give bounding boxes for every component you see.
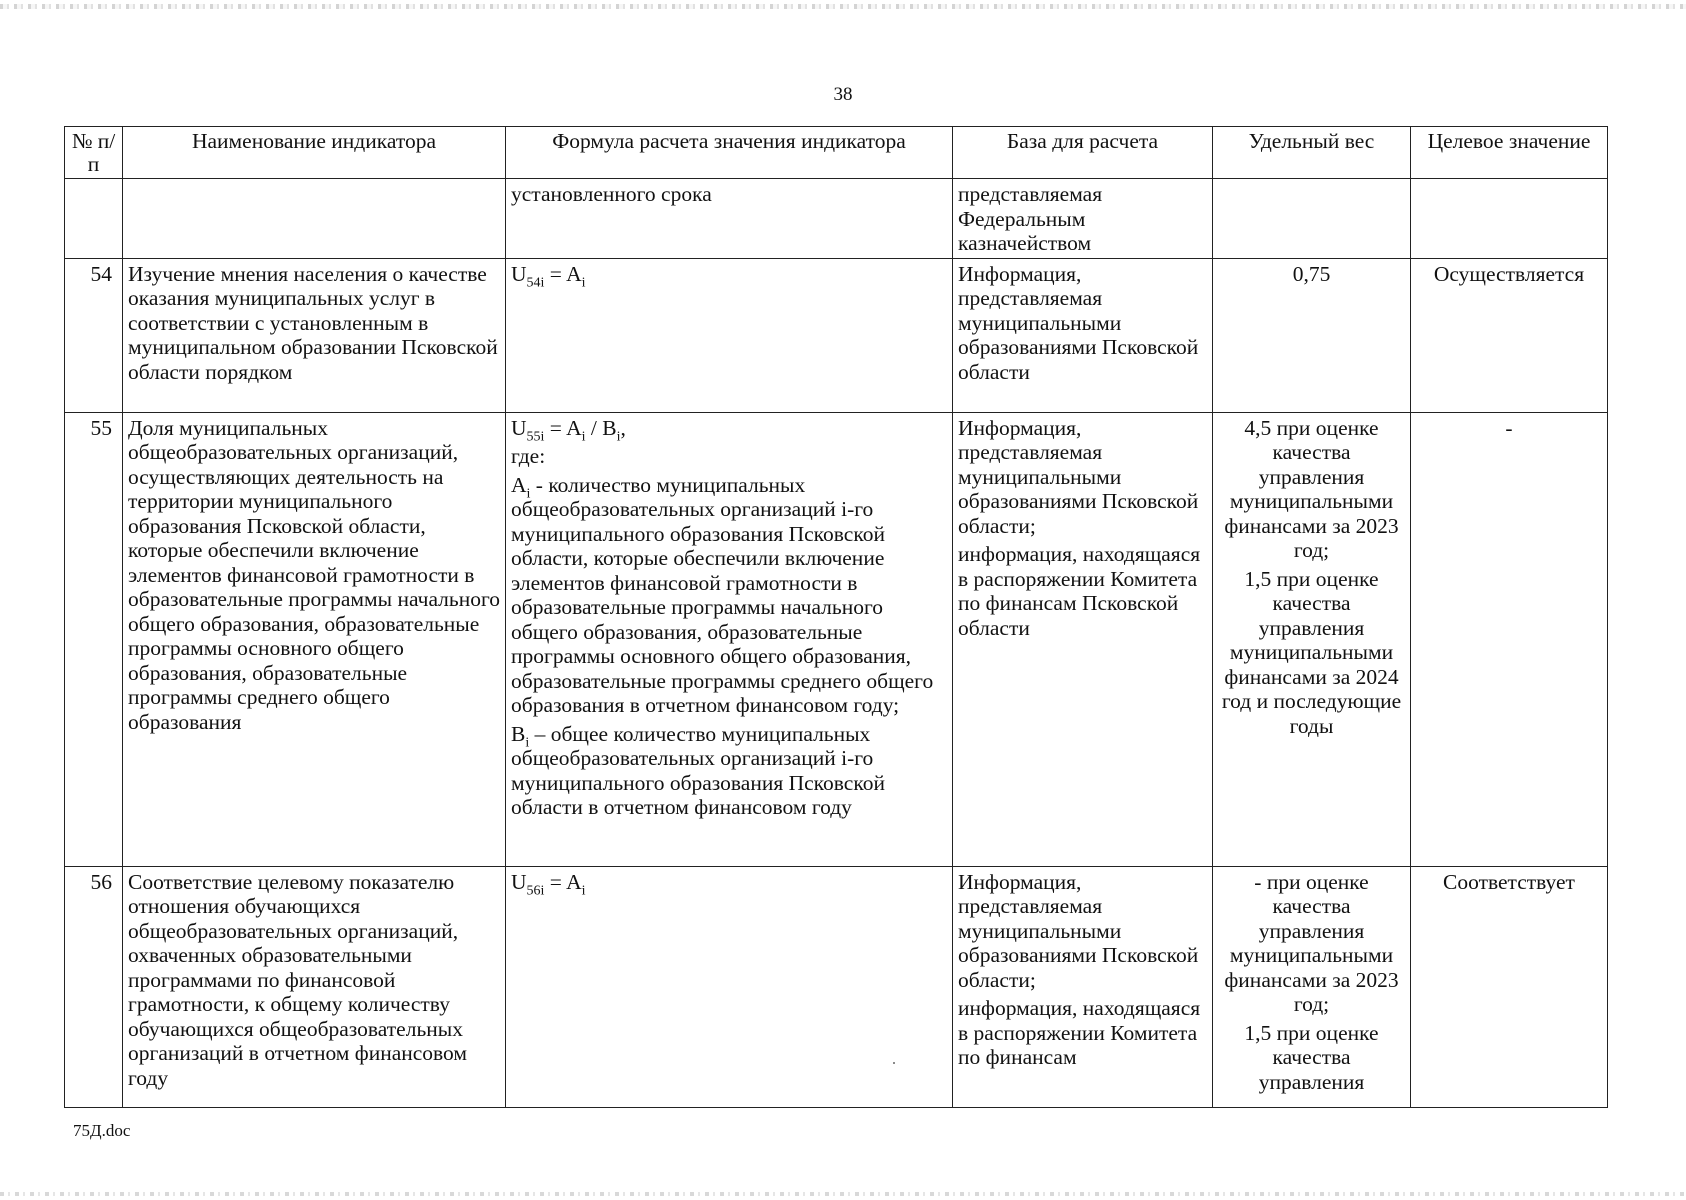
formula-line: $U_{55i} = A_i / B_i$, <box>511 415 626 444</box>
table-header-row <box>65 127 1608 179</box>
scan-edge-top <box>0 4 1686 9</box>
cell-target: Осуществляется <box>1411 258 1608 412</box>
header-base: База для расчета <box>953 127 1213 179</box>
cell-name: Доля муниципальных общеобразовательных организаций, осуществляющих деятельность на территории муниципального образования Псковской области, которые обеспечили включение элементов финансовой грамотности в образовательные программы начального общего образования, образовательные программы основного общего образования, образовательные программы среднего общего образования <box>123 412 506 866</box>
formula-line: где: <box>511 444 546 468</box>
cell-base <box>953 866 1213 1107</box>
file-name-footer: 75Д.doc <box>73 1121 131 1140</box>
cell-base: Информация, представляемая муниципальными образованиями Псковской области <box>953 258 1213 412</box>
weight-line: 1,5 при оценке качества управления <box>1244 1020 1379 1094</box>
cell-name: Изучение мнения населения о качестве оказания муниципальных услуг в соответствии с установленным в муниципальном образовании Псковской области порядком <box>123 258 506 412</box>
cell-target: - <box>1411 412 1608 866</box>
cell-weight <box>1213 412 1411 866</box>
formula-line: $B_i$ – общее количество муниципальных общеобразовательных организаций i-го муниципального образования Псковской области в отчетном финансовом году <box>511 721 885 819</box>
cell-name: Соответствие целевому показателю отношения обучающихся общеобразовательных организаций, охваченных образовательными программами по финансовой грамотности, к общему количеству обучающихся общеобразовательных организаций в отчетном финансовом году <box>123 866 506 1107</box>
scan-speck <box>893 1062 895 1064</box>
cell-formula: $U_{56i} = A_i$ <box>506 866 953 1107</box>
cell-target <box>1411 179 1608 259</box>
weight-line: - при оценке качества управления муниципальными финансами за 2023 год; <box>1224 869 1399 1016</box>
cell-weight <box>1213 866 1411 1107</box>
indicator-table <box>64 126 1608 1108</box>
header-formula: Формула расчета значения индикатора <box>506 127 953 179</box>
cell-formula <box>506 412 953 866</box>
cell-formula: установленного срока <box>506 179 953 259</box>
cell-weight: 0,75 <box>1213 258 1411 412</box>
cell-name <box>123 179 506 259</box>
formula-line: $A_i$ - количество муниципальных общеобразовательных организаций i-го муниципального образования Псковской области, которые обеспечили включение элементов финансовой грамотности в образовательные программы начального общего образования, образовательные программы основного общего образования, образовательные программы среднего общего образования в отчетном финансовом году; <box>511 472 934 717</box>
table-row <box>65 179 1608 259</box>
page-number: 38 <box>833 84 853 105</box>
header-name: Наименование индикатора <box>123 127 506 179</box>
cell-num: 56 <box>65 866 123 1107</box>
cell-num: 55 <box>65 412 123 866</box>
header-target: Целевое значение <box>1411 127 1608 179</box>
weight-line: 4,5 при оценке качества управления муниципальными финансами за 2023 год; <box>1224 415 1399 562</box>
header-weight: Удельный вес <box>1213 127 1411 179</box>
header-num: № п/п <box>65 127 123 179</box>
table-row <box>65 412 1608 866</box>
table-row <box>65 866 1608 1107</box>
cell-base: представляемая Федеральным казначейством <box>953 179 1213 259</box>
base-line: Информация, представляемая муниципальными образованиями Псковской области; <box>958 869 1199 992</box>
base-line: информация, находящаяся в распоряжении Комитета по финансам Псковской области <box>958 542 1201 640</box>
cell-weight <box>1213 179 1411 259</box>
weight-line: 1,5 при оценке качества управления муниципальными финансами за 2024 год и последующие годы <box>1221 566 1402 738</box>
cell-num <box>65 179 123 259</box>
scan-edge-bottom <box>0 1192 1686 1196</box>
table-row <box>65 258 1608 412</box>
base-line: информация, находящаяся в распоряжении Комитета по финансам <box>958 996 1201 1069</box>
cell-num: 54 <box>65 258 123 412</box>
cell-target: Соответствует <box>1411 866 1608 1107</box>
base-line: Информация, представляемая муниципальными образованиями Псковской области; <box>958 415 1199 538</box>
cell-formula: $U_{54i} = A_i$ <box>506 258 953 412</box>
cell-base <box>953 412 1213 866</box>
